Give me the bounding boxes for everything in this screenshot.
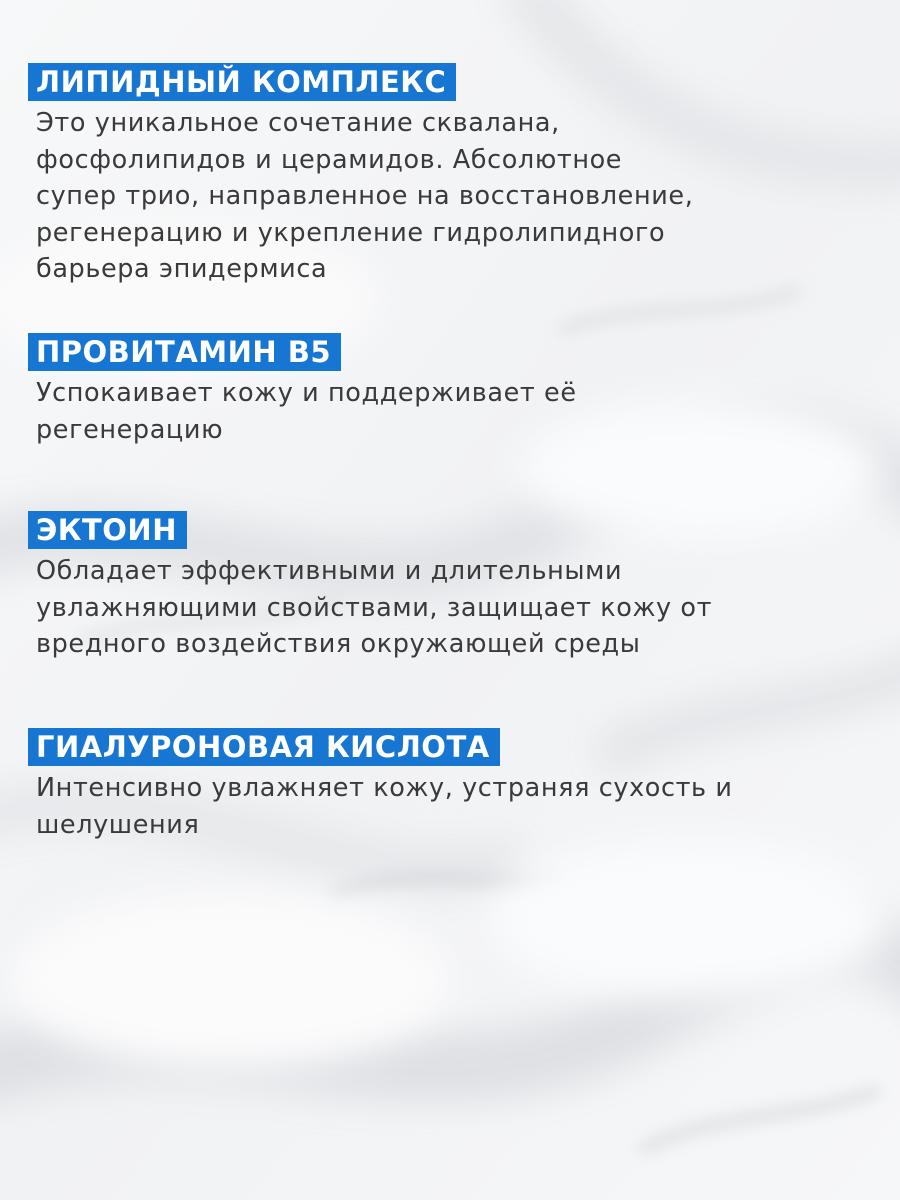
ingredient-description [36,375,866,448]
ingredient-lipid-complex [28,63,878,288]
ingredient-title: ЭКТОИН [28,511,187,549]
ingredient-title: ПРОВИТАМИН В5 [28,333,341,371]
ingredient-description [36,770,866,843]
description-line: регенерацию [36,414,224,445]
ingredient-ectoine [28,511,878,663]
description-line: супер трио, направленное на восстановление, [36,181,694,211]
ingredient-description [36,553,866,663]
description-line: фосфолипидов и церамидов. Абсолютное [36,144,623,175]
ingredient-hyaluronic-acid [28,728,878,843]
description-line: Интенсивно увлажняет кожу, устраняя сухость и [36,773,733,803]
description-line: вредного воздействия окружающей среды [36,629,641,659]
ingredient-title: ГИАЛУРОНОВАЯ КИСЛОТА [28,728,500,766]
description-line: Обладает эффективными и длительными [36,556,623,586]
description-line: Это уникальное сочетание сквалана, [36,108,560,138]
description-line: шелушения [36,809,200,840]
description-line: регенерацию и укрепление гидролипидного [36,217,666,248]
ingredient-description [36,105,866,288]
ingredient-provitamin-b5 [28,333,878,448]
description-line: барьера эпидермиса [36,254,328,284]
description-line: увлажняющими свойствами, защищает кожу от [36,592,713,623]
description-line: Успокаивает кожу и поддерживает её [36,378,577,408]
ingredient-title: ЛИПИДНЫЙ КОМПЛЕКС [28,63,456,101]
